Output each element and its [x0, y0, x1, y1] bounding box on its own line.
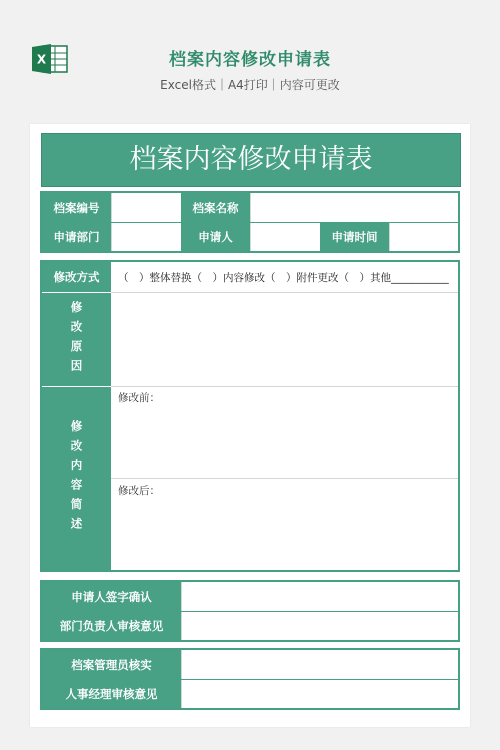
page-header [0, 0, 500, 120]
applicant-sign-label: 申请人签字确认 [42, 582, 181, 611]
approval-table [40, 648, 460, 710]
dept-head-opinion-field[interactable] [181, 612, 458, 640]
signature-table [40, 580, 460, 642]
department-label: 申请部门 [42, 223, 111, 251]
form-sheet [30, 124, 470, 727]
page-title: 档案内容修改申请表 [169, 50, 331, 70]
modify-reason-label: 修改原因 [42, 293, 111, 386]
archive-name-field[interactable] [250, 193, 458, 222]
page-subtitle: Excel格式｜A4打印｜内容可更改 [160, 78, 340, 92]
dept-head-opinion-label: 部门负责人审核意见 [42, 612, 181, 640]
modify-content-label: 修改内容简述 [42, 387, 111, 570]
row-divider [111, 386, 458, 387]
archivist-verify-field[interactable] [181, 650, 458, 679]
archive-name-label: 档案名称 [181, 193, 250, 222]
archivist-verify-label: 档案管理员核实 [42, 650, 181, 679]
before-modify-text: 修改前： [118, 392, 160, 404]
form-banner: 档案内容修改申请表 [41, 133, 461, 187]
applicant-label: 申请人 [181, 223, 250, 251]
hr-manager-opinion-label: 人事经理审核意见 [42, 680, 181, 708]
basic-info-table [40, 191, 460, 253]
modify-method-label: 修改方式 [42, 262, 111, 292]
modify-reason-field[interactable] [111, 293, 458, 386]
applicant-sign-field[interactable] [181, 582, 458, 611]
after-modify-text: 修改后： [118, 485, 160, 497]
apply-time-field[interactable] [389, 223, 458, 251]
modification-table [40, 260, 460, 572]
modify-method-options[interactable]: （ ）整体替换（ ）内容修改（ ）附件更改（ ）其他___________ [118, 272, 449, 284]
row-divider [111, 478, 458, 479]
svg-text:X: X [36, 52, 47, 67]
archive-number-label: 档案编号 [42, 193, 111, 222]
apply-time-label: 申请时间 [320, 223, 389, 251]
applicant-field[interactable] [250, 223, 320, 251]
hr-manager-opinion-field[interactable] [181, 680, 458, 708]
archive-number-field[interactable] [111, 193, 181, 222]
department-field[interactable] [111, 223, 181, 251]
